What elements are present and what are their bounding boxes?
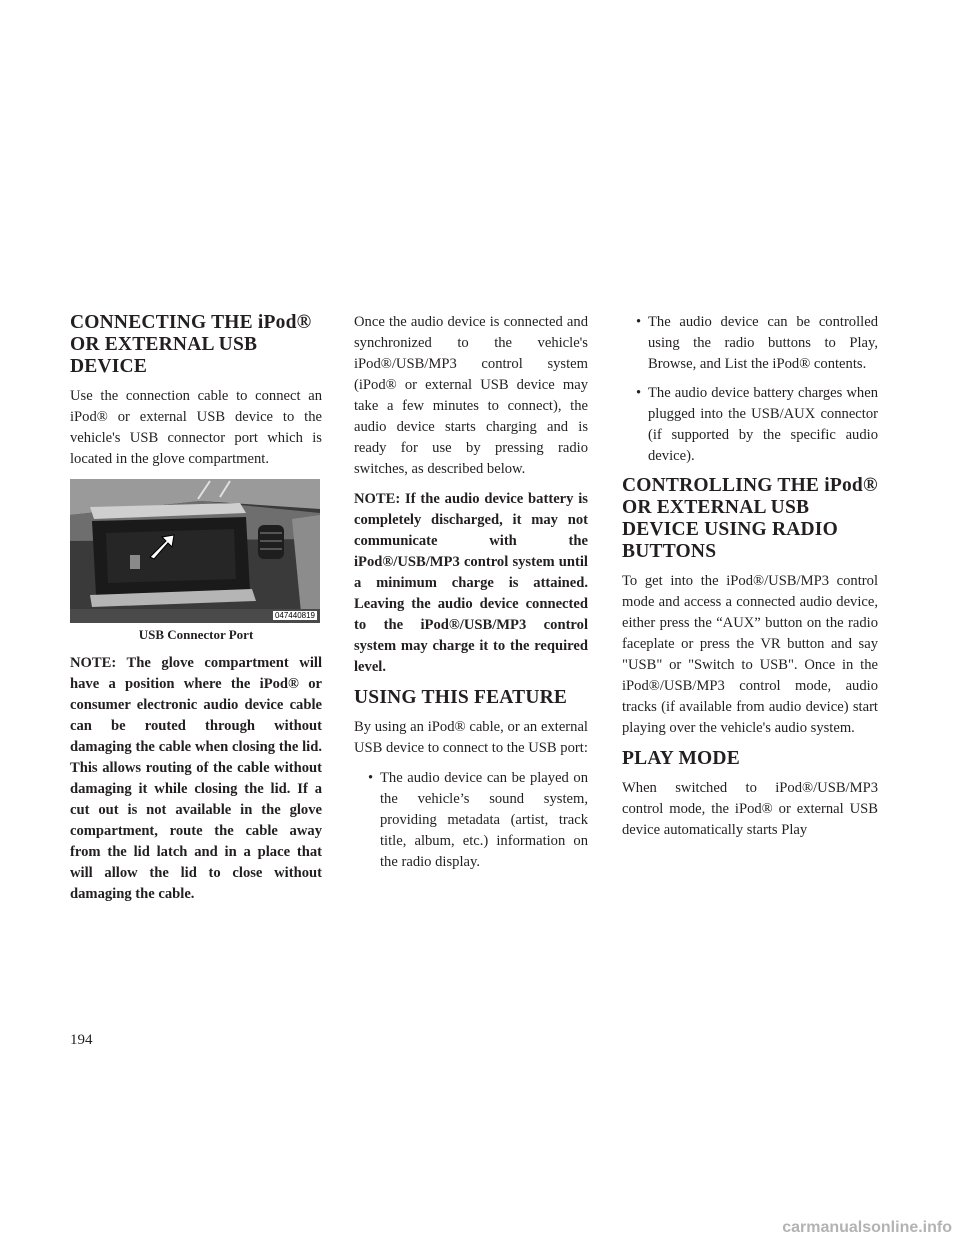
list-item	[354, 768, 588, 873]
list-item-text: The audio device can be played on the vehicle’s sound system, providing metadata (artist, track title, album, etc.) information on the radio display.	[380, 770, 588, 870]
controlling-paragraph: To get into the iPod®/USB/MP3 control mode and access a connected audio device, either press the “AUX” button on the radio faceplate or press the VR button and say "USB" or "Switch to USB". Once in the iPod®/USB/MP3 control mode, audio tracks (if available from audio device) start playing over the vehicle's audio system.	[622, 573, 878, 736]
bullet-glyph: •	[636, 385, 642, 401]
watermark: carmanualsonline.info	[782, 1219, 952, 1236]
list-item	[622, 383, 878, 467]
section-heading-using-feature: USING THIS FEATURE	[354, 687, 568, 708]
list-item	[622, 312, 878, 375]
glove-compartment-illustration	[70, 479, 320, 623]
page-number: 194	[70, 1032, 93, 1048]
feature-bullet-list-continued	[622, 312, 878, 467]
synchronization-paragraph: Once the audio device is connected and synchronized to the vehicle's iPod®/USB/MP3 control system (iPod® or external USB device may take a few minutes to connect), the audio device starts charging and is ready for use by pressing radio switches, as described below.	[354, 314, 588, 477]
figure-caption: USB Connector Port	[138, 627, 254, 642]
feature-bullet-list	[354, 768, 588, 873]
bullet-glyph: •	[368, 770, 374, 786]
bullet-glyph: •	[636, 314, 642, 330]
figure-code: 047440819	[274, 611, 315, 620]
column-left	[70, 312, 322, 914]
usb-port-figure	[70, 479, 320, 623]
connecting-paragraph: Use the connection cable to connect an iPod® or external USB device to the vehicle's USB connector port which is located in the glove compartment.	[70, 388, 322, 467]
section-heading-controlling: CONTROLLING THE iPod® OR EXTERNAL USB DEVICE USING RADIO BUTTONS	[622, 475, 878, 562]
play-mode-paragraph: When switched to iPod®/USB/MP3 control mode, the iPod® or external USB device automatically starts Play	[622, 780, 878, 838]
column-right	[622, 312, 878, 850]
section-heading-play-mode: PLAY MODE	[622, 748, 740, 769]
using-feature-paragraph: By using an iPod® cable, or an external USB device to connect to the USB port:	[354, 719, 588, 756]
note-glove-compartment: NOTE: The glove compartment will have a position where the iPod® or consumer electronic audio device cable can be routed through without damaging the cable when closing the lid. This allows routing of the cable without damaging it while closing the lid. If a cut out is not available in the glove compartment, route the cable away from the lid latch and in a place that will allow the lid to close without damaging the cable.	[70, 655, 322, 902]
section-heading-connecting: CONNECTING THE iPod® OR EXTERNAL USB DEVICE	[70, 312, 312, 377]
list-item-text: The audio device battery charges when plugged into the USB/AUX connector (if supported by the specific audio device).	[648, 385, 878, 464]
list-item-text: The audio device can be controlled using the radio buttons to Play, Browse, and List the iPod® contents.	[648, 314, 878, 372]
note-battery: NOTE: If the audio device battery is completely discharged, it may not communicate with the iPod®/USB/MP3 control system until a minimum charge is attained. Leaving the audio device connected to the iPod®/USB/MP3 control system may charge it to the required level.	[354, 491, 588, 675]
column-middle	[354, 312, 588, 881]
